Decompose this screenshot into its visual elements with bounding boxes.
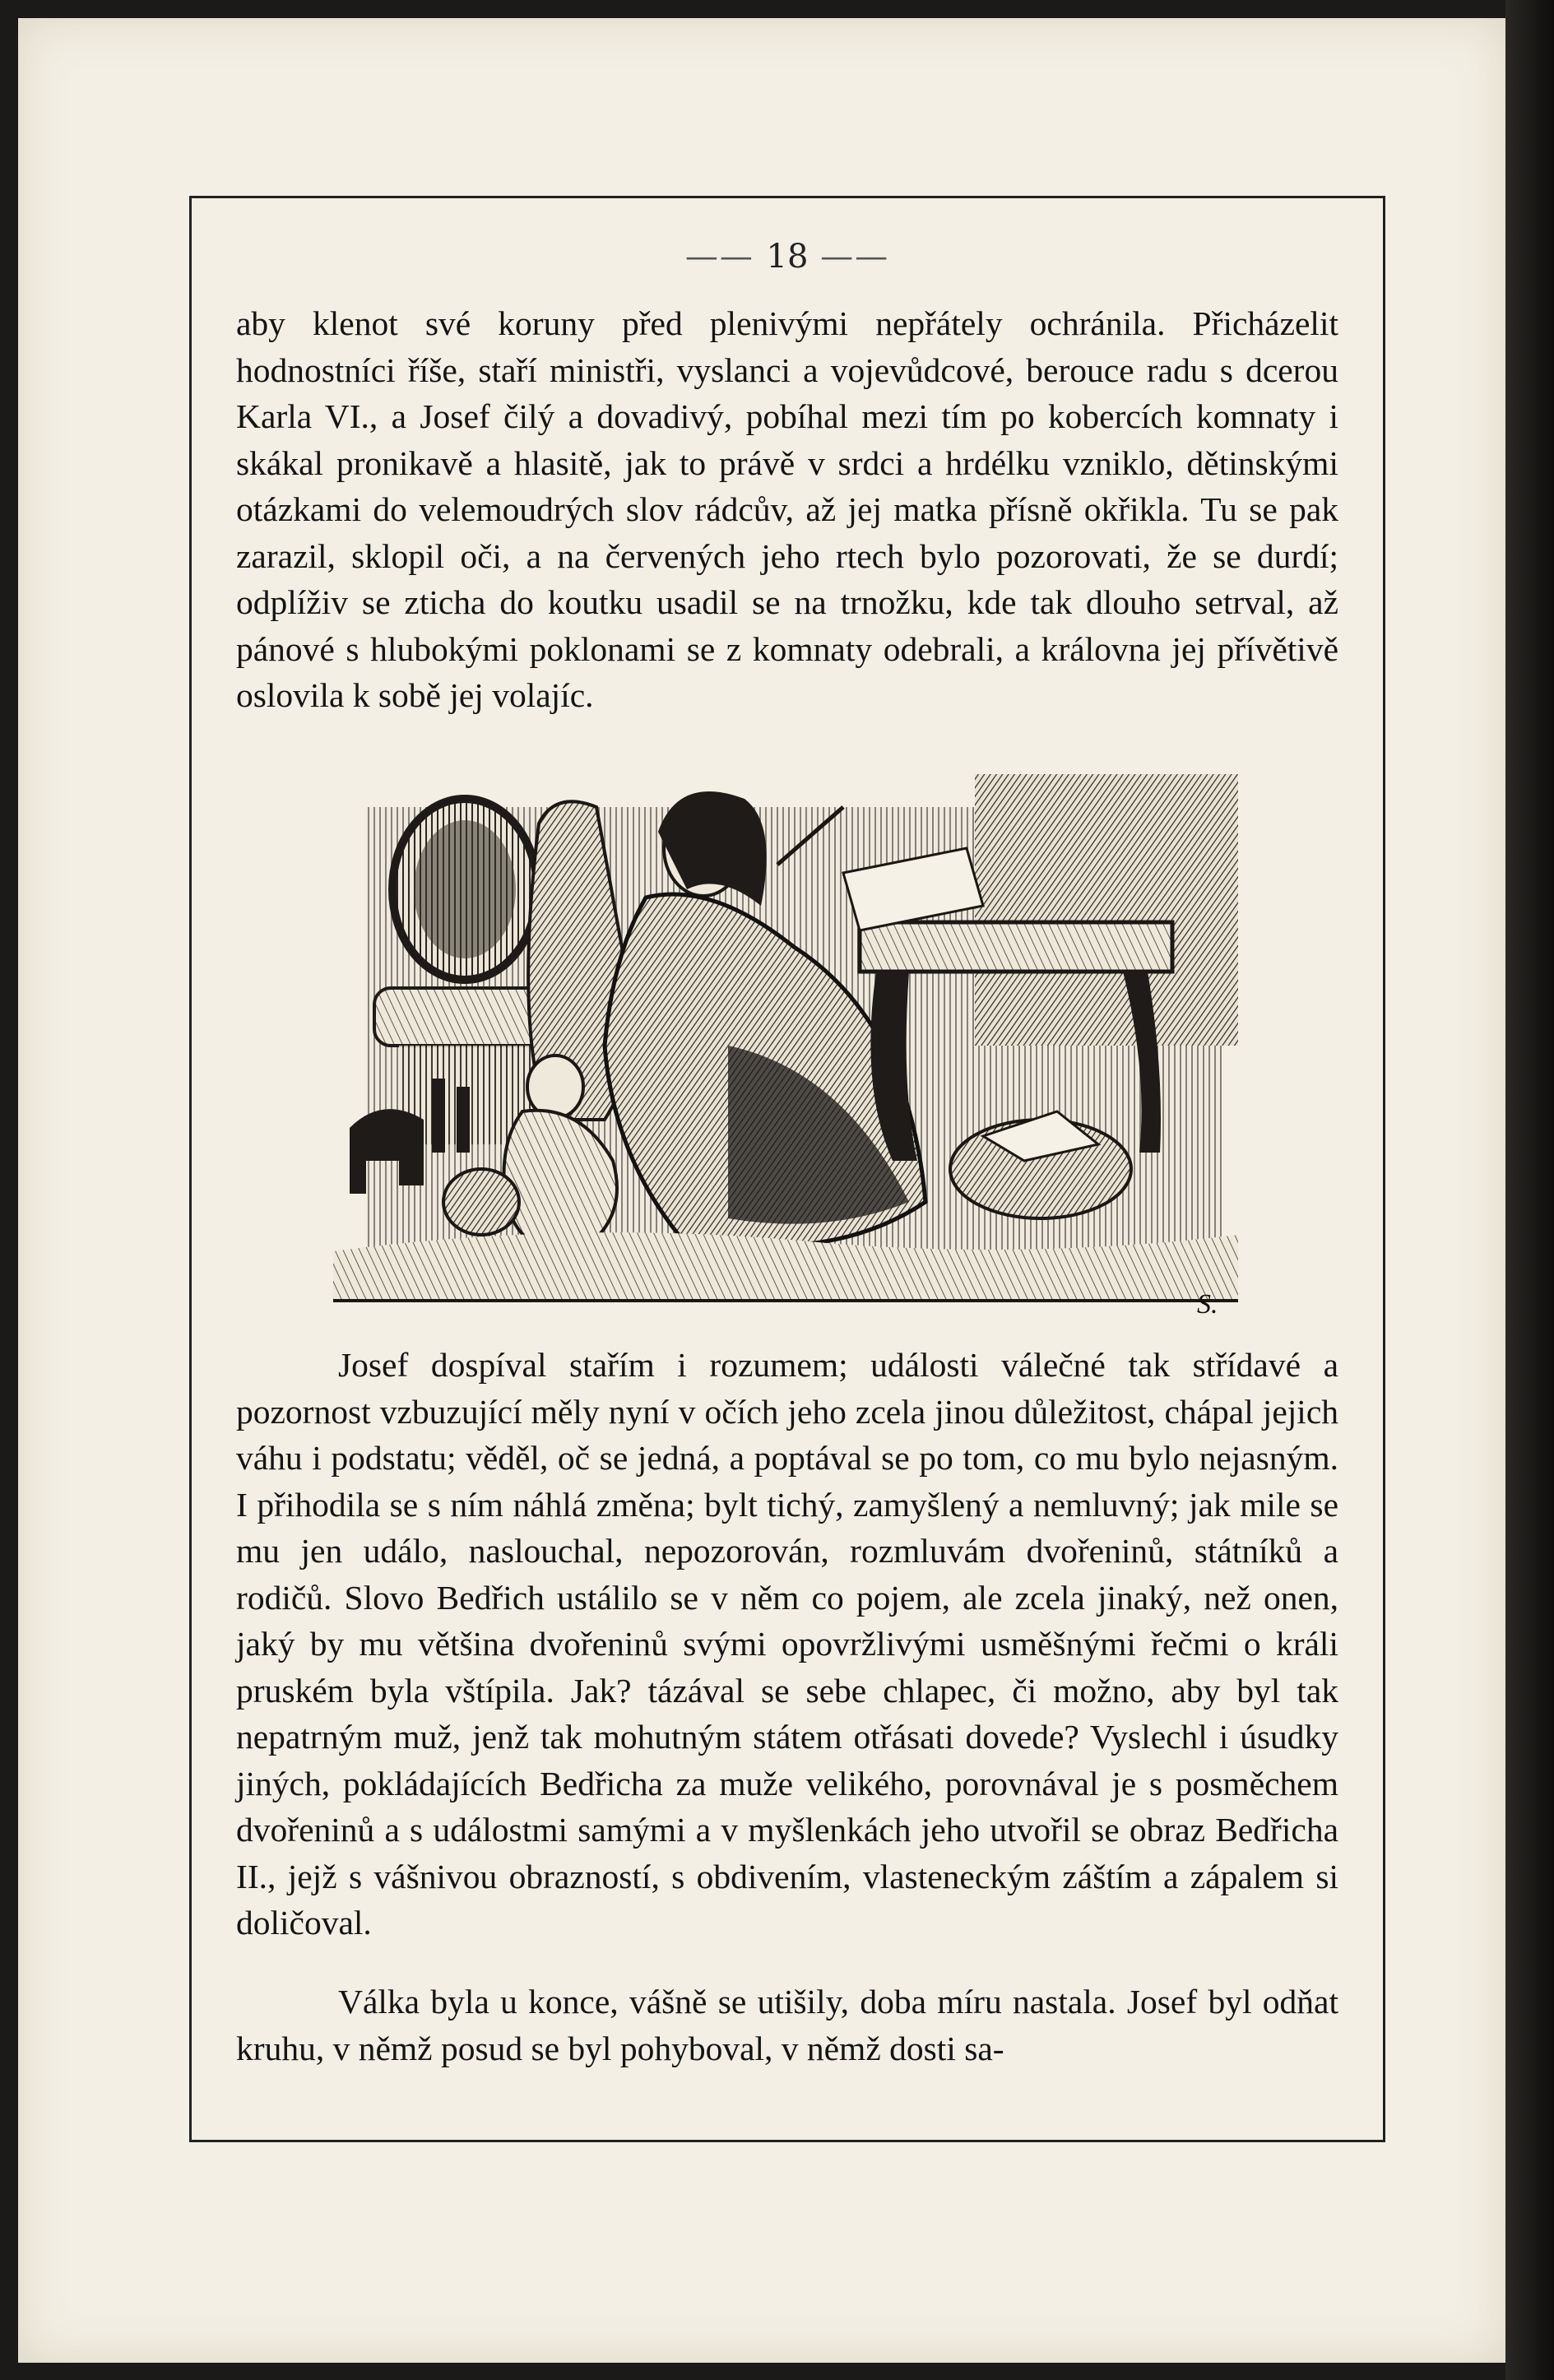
- page-number-value: 18: [766, 238, 809, 276]
- engraving-illustration: [333, 774, 1238, 1317]
- toy-drum: [443, 1169, 519, 1235]
- page-number-dash-left: ——: [684, 238, 767, 276]
- page-frame: [189, 196, 1385, 2142]
- book-page: [18, 18, 1505, 2363]
- engraver-signature: S.: [1197, 1289, 1218, 1317]
- toy-soldier-2: [457, 1087, 470, 1153]
- page-number-dash-right: ——: [808, 238, 890, 276]
- writing-desk: [860, 922, 1172, 972]
- window-curtain: [975, 774, 1238, 1046]
- toy-soldier-1: [432, 1079, 445, 1153]
- paragraph-1: aby klenot své koruny před plenivými nepřátely ochránila. Přicházelit hodnostníci říše, staří ministři, vyslanci a vojevůdcové, berouce radu s dcerou Karla VI., a Josef čilý a dovadivý, pobíhal mezi tím po kobercích komnaty i skákal pronikavě a hlasitě, jak to právě v srdci a hrdélku vzniklo, dětinskými otázkami do velemoudrých slov rádcův, až jej matka přísně okřikla. Tu se pak zarazil, sklopil oči, a na červených jeho rtech bylo pozorovati, že se durdí; odplíživ se zticha do koutku usadil se na trnožku, kde tak dlouho setrval, až pánové s hlubokými poklonami se z komnaty odebrali, a královna jej přívětivě oslovila k sobě jej volajíc.: [236, 304, 1338, 714]
- paragraph-2: Josef dospíval stařím i rozumem; události válečné tak střídavé a pozornost vzbuzující měly nyní v očích jeho zcela jinou důležitost, chápal jejich váhu i podstatu; věděl, oč se jedná, a poptával se po tom, co mu bylo nejasným. I přihodila se s ním náhlá změna; bylt tichý, zamyšlený a nemluvný; jak mile se mu jen událo, naslouchal, nepozorován, rozmluvám dvořeninů, státníků a rodičů. Slovo Bedřich ustálilo se v něm co pojem, ale zcela jinaký, než onen, jaký by mu většina dvořeninů svými opovržlivými usměšnými řečmi o králi pruském byla vštípila. Jak? tázával se sebe chlapec, či možno, aby byl tak nepatrným muž, jenž tak mohutným státem otřásati dovede? Vyslechl i úsudky jiných, pokládajících Bedřicha za muže velikého, porovnával je s posměchem dvořeninů a s událostmi samými a v myšlenkách jeho utvořil se obraz Bedřicha II., jejž s vášnivou obrazností, s obdivením, vlasteneckým záštím a zápalem si doličoval.: [236, 1346, 1338, 1942]
- paragraph-3: Válka byla u konce, vášně se utišily, doba míru nastala. Josef byl odňat kruhu, v němž posud se byl pohyboval, v němž dosti sa-: [236, 1983, 1338, 2067]
- mirror-glass: [414, 820, 516, 958]
- page-number: [192, 238, 1383, 276]
- book-edge-shadow: [1505, 0, 1554, 2380]
- child-head: [527, 1055, 583, 1118]
